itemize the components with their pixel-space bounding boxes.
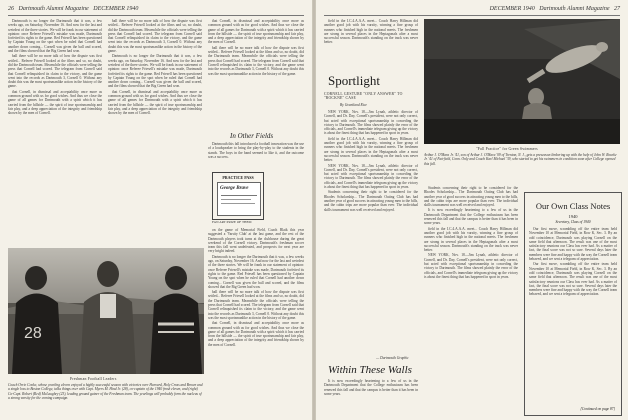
left-col1-text-repeat-2: that Cornell, in dismissal and acceptability once more as common ground with us for good wishes. And thus we close the game of all games for Dartmouth with a spirit which it has carried from the hillside — the spirit of true sportsmanship and fair play, and a deep appreciation of the integrity and friendship shown by the men of Cornell. <box>8 89 102 116</box>
left-column-2 <box>108 19 202 243</box>
within-these-walls-text: It is now exceedingly heartening to a few of us in the Dartmouth Department that the College enthusiasm has been renewed this fall and that the campus is better than it has been in some years. <box>324 379 418 396</box>
class-notes-year: 1940 <box>568 214 578 219</box>
right-page-header <box>490 6 620 12</box>
within-these-walls-body <box>324 379 418 415</box>
jersey-number-28: 28 <box>24 325 42 342</box>
sportlight-body <box>324 110 418 350</box>
freshman-photo-title: Freshman Football Leaders <box>70 377 117 381</box>
left-col3-text-b: ball there will be no more talk of how the dispute was first settled... Referee Friesell looked at the films and so, no doubt, did the Dartmouth team. Meanwhile the officials were telling the press that Cornell had scored. The telegram from Cornell said that Cornell relinquished its claim to the victory, and the game went into the records as Dartmouth 3, Cornell 0. Without any doubt this was the most sportsmanlike action in the history of the game. <box>208 45 304 76</box>
left-col3b-text-b: Dartmouth is no longer the Dartmouth that it was, a few weeks ago, on Saturday, November 16. And now for the last and weirdest of the three stories. We will be frank in our statement of opinion: once Referee Friesell's mistake was made, Dartmouth forfeited its rights to the game. Red Friesell has been questioned by Captain Young on the spot when he ruled that Cornell had another down coming... Cornell was given the ball and scored, and the films showed that the Big Green had won. <box>208 254 304 289</box>
sportlight-subheading: CORNELL GESTURE "ONLY ANSWER" TO "ROCKNE" CASE <box>324 92 403 101</box>
swimmers-photo-title: "Fall Practice" for Green Swimmers <box>476 147 538 151</box>
class-notes-secretary: Secretary, Class of 1940 <box>555 220 591 224</box>
swimmers-photo <box>424 19 620 144</box>
sportlight-text-b: field in the I.C.4.A.A.A. meet... Coach Harry Hillman did another good job with his varsity, winning a fine group of runners who finished high in the national meets. The freshmen are strong in several places in the Heptagonals after a most successful season. Dartmouth's standing on the track was never better. <box>324 136 418 163</box>
right-date: DECEMBER 1940 <box>489 6 535 12</box>
sportlight-text-d: Students concerning their right to be considered for the Rhodes Scholarship... The Dartmouth Outing Club has had another year of good success in attracting young men to the hills, and the cabin trips are more popular than ever. The individual skills tournament was well received and enjoyed. <box>324 190 418 212</box>
left-page-number: 26 <box>8 6 14 12</box>
left-col2-text-c: that Cornell, in dismissal and acceptability once more as common ground with us for good wishes. And thus we close the game of all games for Dartmouth with a spirit which it has carried from the hillside — the spirit of true sportsmanship and fair play, and a deep appreciation of the integrity and friendship shown by the men of Cornell. <box>108 89 202 116</box>
right-col2-text-d: NEW YORK, Nov. 18—Jim Lynah, athletic director of Cornell, and Dr. Day, Cornell's president, were not only correct, but acted with exceptional sportsmanship in conceding the victory to Dartmouth. The films showed plainly the error of the officials, and Cornell's immediate telegram giving up the victory is about the finest thing that has happened in sport in years. <box>424 253 518 279</box>
left-col2-text: ball there will be no more talk of how the dispute was first settled... Referee Friesell looked at the films and so, no doubt, did the Dartmouth team. Meanwhile the officials were telling the press that Cornell had scored. The telegram from Cornell said that Cornell relinquished its claim to the victory, and the game went into the records as Dartmouth 3, Cornell 0. Without any doubt this was the most sportsmanlike action in the history of the game. <box>108 19 202 54</box>
ad-ticket-line-3 <box>221 203 255 204</box>
right-page <box>316 0 628 420</box>
sportlight-text: NEW YORK, Nov. 18—Jim Lynah, athletic director of Cornell, and Dr. Day, Cornell's president, were not only correct, but acted with exceptional sportsmanship in conceding the victory to Dartmouth. The films showed plainly the error of the officials, and Cornell's immediate telegram giving up the victory is about the finest thing that has happened in sport in years. <box>324 110 418 136</box>
left-col3-text: that Cornell, in dismissal and acceptability once more as common ground with us for good wishes. And thus we close the game of all games for Dartmouth with a spirit which it has carried from the hillside — the spirit of true sportsmanship and fair play, and a deep appreciation of the integrity and friendship shown by the men of Cornell. <box>208 19 304 45</box>
sportlight-text-c: NEW YORK, Nov. 18—Jim Lynah, athletic director of Cornell, and Dr. Day, Cornell's president, were not only correct, but acted with exceptional sportsmanship in conceding the victory to Dartmouth. The films showed plainly the error of the officials, and Cornell's immediate telegram giving up the victory is about the finest thing that has happened in sport in years. <box>324 163 418 190</box>
left-col3b-text-d: that Cornell, in dismissal and acceptability once more as common ground with us for good wishes. And thus we close the game of all games for Dartmouth with a spirit which it has carried from the hillside — the spirit of true sportsmanship and fair play, and a deep appreciation of the integrity and friendship shown by the men of Cornell. <box>208 321 304 347</box>
right-col2-text: Students concerning their right to be considered for the Rhodes Scholarship... The Dartmouth Outing Club has had another year of good success in attracting young men to the hills, and the cabin trips are more popular than ever. The individual skills tournament was well received and enjoyed. <box>424 186 518 208</box>
ad-ticket <box>217 182 261 216</box>
right-magazine-name: Dartmouth Alumni Magazine <box>539 6 610 12</box>
ad-ticket-line <box>221 195 257 196</box>
ad-label: PRACTICE PASS <box>222 175 254 180</box>
right-col1-text: field in the I.C.4.A.A.A. meet... Coach Harry Hillman did another good job with his varsity, winning a fine group of runners who finished high in the national meets. The freshmen are strong in several places in the Heptagonals after a most successful season. Dartmouth's standing on the track was never better. <box>324 19 418 45</box>
left-col1-text: Dartmouth is no longer the Dartmouth that it was, a few weeks ago, on Saturday, November 16. And now for the last and weirdest of the three stories. We will be frank in our statement of opinion: once Referee Friesell's mistake was made, Dartmouth forfeited its rights to the game. Red Friesell has been questioned by Captain Young on the spot when he ruled that Cornell had another down coming... Cornell was given the ball and scored, and the films showed that the Big Green had won. <box>8 19 102 54</box>
football-players-image <box>8 248 204 374</box>
class-notes-text-b: Our first move, scrambling off the entire team held November 10 at Memorial Field, in Row K, Sec. 3. By an odd coincidence, Dartmouth was playing Cornell on the same field that afternoon. The result was one of the most satisfactory reunions our Class has ever had. As a matter of fact, the final score was not so sure. Several days later the members were fine and happy with the way the Cornell team behaved, and we sent a telegram of appreciation. <box>529 262 617 297</box>
left-col3b-text-c: ball there will be no more talk of how the dispute was first settled... Referee Friesell looked at the films and so, no doubt, did the Dartmouth team. Meanwhile the officials were telling the press that Cornell had scored. The telegram from Cornell said that Cornell relinquished its claim to the victory, and the game went into the records as Dartmouth 3, Cornell 0. Without any doubt this was the most sportsmanlike action in the history of the game. <box>208 290 304 320</box>
class-notes-title: Our Own Class Notes <box>535 201 611 211</box>
ad-caption: FAN ART PRIZE OF THEM <box>212 220 252 224</box>
class-notes-body <box>529 227 617 403</box>
in-other-fields-text: Dartmouth this fall introduced a football innovation was the use of a loudspeaker to bring the play-by-play to the students in the stands. The boys in the band seemed to like it, and the outcome was a success. <box>208 142 304 159</box>
within-these-walls-heading: Within These Walls <box>328 364 412 376</box>
left-column-3-bottom <box>208 228 304 412</box>
left-magazine-name: Dartmouth Alumni Magazine <box>18 6 89 12</box>
left-column-1 <box>8 19 102 243</box>
in-other-fields-heading: In Other Fields <box>230 132 274 140</box>
class-notes-text: Our first move, scrambling off the entire team held November 10 at Memorial Field, in Row K, Sec. 3. By an odd coincidence, Dartmouth was playing Cornell on the same field that afternoon. The result was one of the most satisfactory reunions our Class has ever had. As a matter of fact, the final score was not so sure. Several days later the members were fine and happy with the way the Cornell team behaved, and we sent a telegram of appreciation. <box>529 227 617 262</box>
right-col2-text-b: It is now exceedingly heartening to a few of us in the Dartmouth Department that the College enthusiasm has been renewed this fall and that the campus is better than it has been in some years. <box>424 208 518 226</box>
ad-ticket-name: George Brave <box>220 186 249 191</box>
left-page-header <box>8 6 138 12</box>
swimmers-photo-caption: Arthur J. O'Mara Jr. '41, son of Arthur J. O'Mara '09 of Trenton, N. J., gets a preseason limbering up with the help of John W. Rourke Jr. '41 of Fairfield, Conn. Only and Coach Karl Michael '39, who started to get his swimmers in condition soon after College opened this fall. <box>424 153 617 166</box>
sportlight-byline: By Grantland Rice <box>340 103 367 107</box>
right-header-rule <box>324 15 620 16</box>
header-rule <box>8 15 304 16</box>
right-page-number: 27 <box>614 6 620 12</box>
left-col1-text-repeat: ball there will be no more talk of how the dispute was first settled... Referee Friesell looked at the films and so, no doubt, did the Dartmouth team. Meanwhile the officials were telling the press that Cornell had scored. The telegram from Cornell said that Cornell relinquished its claim to the victory, and the game went into the records as Dartmouth 3, Cornell 0. Without any doubt this was the most sportsmanlike action in the history of the game. <box>8 54 102 89</box>
left-col3b-text: on the game of Memorial Field, Coach Blaik this year suggested a 'Varsity Club' at the last game, and the rest of the Dartmouth players took turns at the clubhouse during the great weekend of the Cornell victory. Dartmouth's freshman soccer team this fall went undefeated, and prospects for next year are very bright indeed. <box>208 228 304 254</box>
continued-note: [Continued on page 87] <box>580 407 615 411</box>
class-notes-box <box>524 192 622 416</box>
sportlight-signature: — Dartmouth Graphic <box>376 356 409 360</box>
left-col2-text-b: Dartmouth is no longer the Dartmouth that it was, a few weeks ago, on Saturday, November 16. And now for the last and weirdest of the three stories. We will be frank in our statement of opinion: once Referee Friesell's mistake was made, Dartmouth forfeited its rights to the game. Red Friesell has been questioned by Captain Young on the spot when he ruled that Cornell had another down coming... Cornell was given the ball and scored, and the films showed that the Big Green had won. <box>108 54 202 89</box>
right-column-1-top <box>324 19 418 67</box>
left-page <box>0 0 312 420</box>
freshman-photo-caption: Coach Orrie Cooke, whose yearling eleven enjoyed a highly successful season with victories over Harvard, Holy Cross and Brown and a single loss to Boston College, talks things over with Capt. Myers M. Hind Jr. (28), co-captain of the 1940 frosh eleven, and (right) Co-Capt. Robert (Red) McLaughry (23), leading ground gainer of the Freshman team. The yearlings will probably form the nucleus of a strong varsity for the coming campaign. <box>8 383 203 400</box>
ad-ticket-line-2 <box>221 199 251 200</box>
right-col2-text-c: field in the I.C.4.A.A.A. meet... Coach Harry Hillman did another good job with his varsity, winning a fine group of runners who finished high in the national meets. The freshmen are strong in several places in the Heptagonals after a most successful season. Dartmouth's standing on the track was never better. <box>424 226 518 253</box>
left-column-3-top <box>208 19 304 129</box>
right-column-2 <box>424 186 518 412</box>
freshman-football-photo <box>8 248 204 374</box>
in-other-fields-body <box>208 142 304 170</box>
left-date: DECEMBER 1940 <box>93 6 139 12</box>
sportlight-heading: Sportlight <box>328 73 381 88</box>
practice-pass-ad <box>212 172 264 220</box>
swimmers-image <box>424 19 620 144</box>
